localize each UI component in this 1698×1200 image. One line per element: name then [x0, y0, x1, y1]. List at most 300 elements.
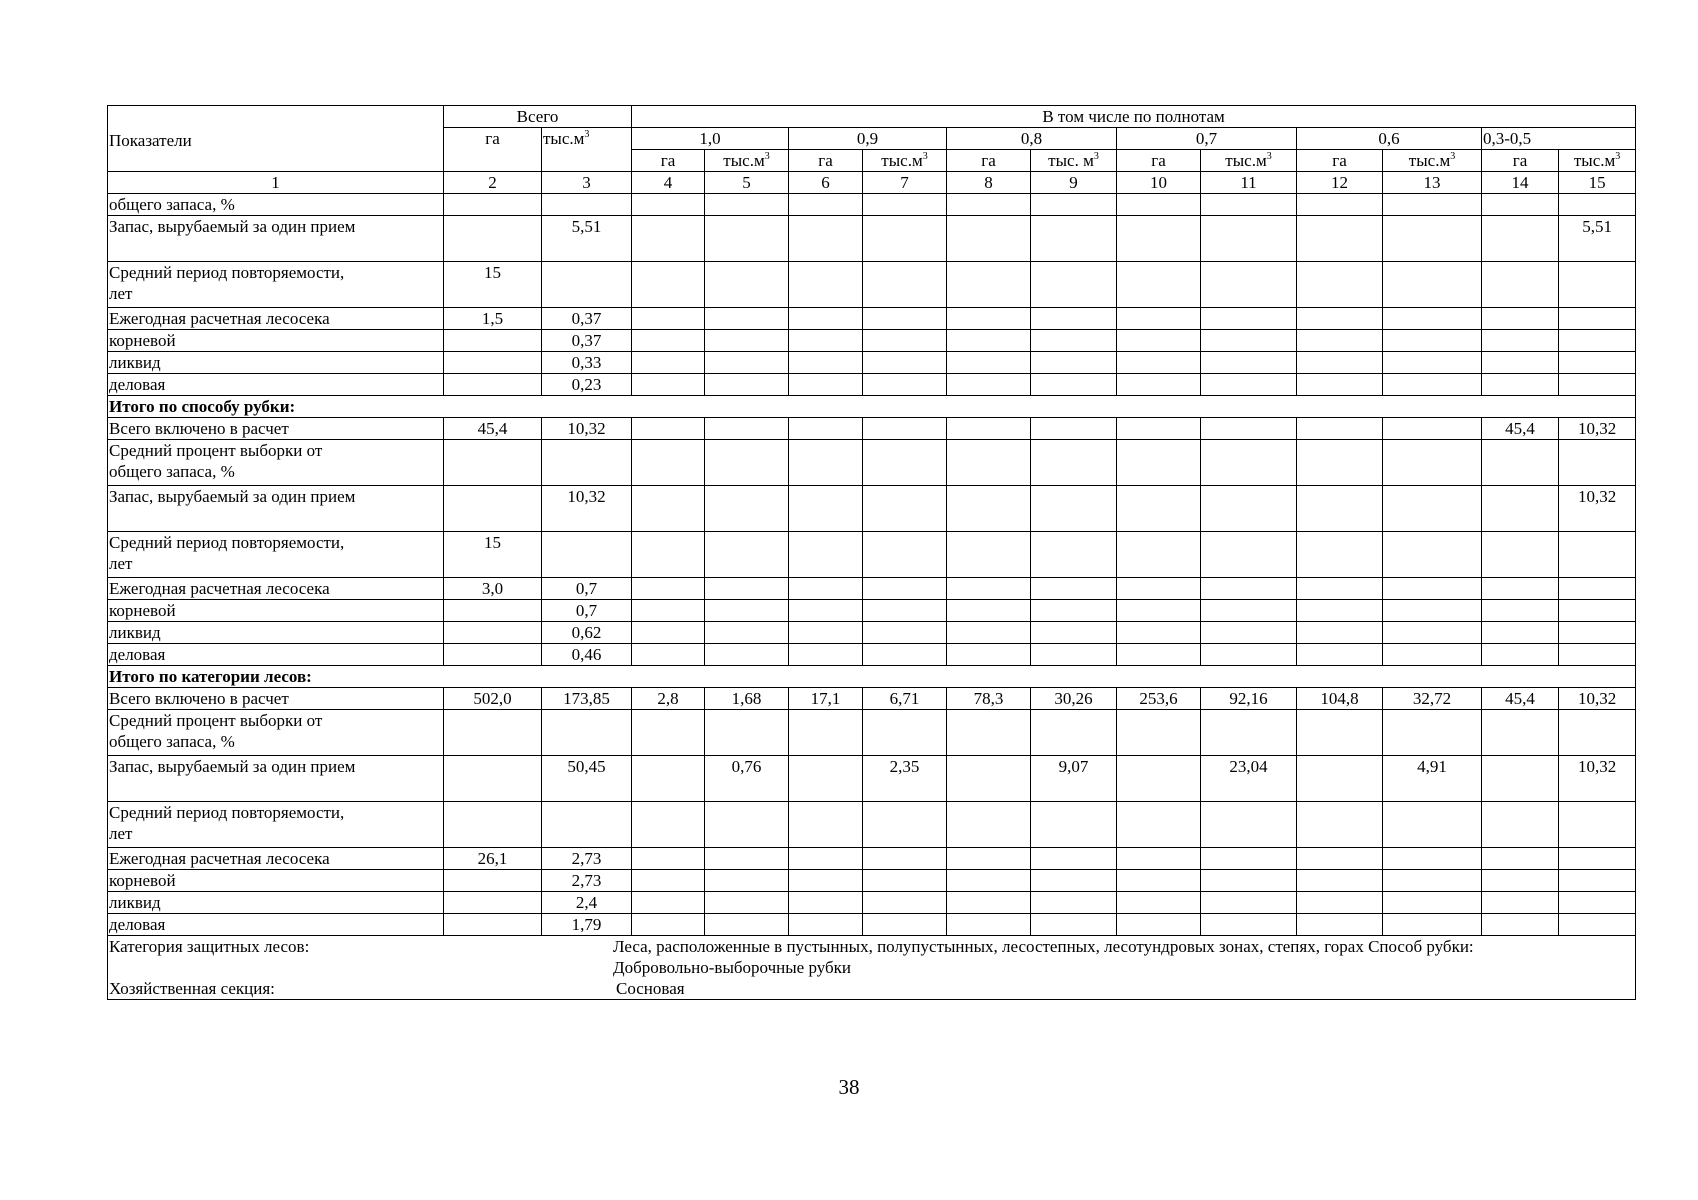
value-cell — [1201, 532, 1297, 578]
value-cell — [947, 308, 1031, 330]
value-cell — [1201, 262, 1297, 308]
column-number-cell: 15 — [1559, 172, 1636, 194]
value-cell: 23,04 — [1201, 756, 1297, 802]
value-cell — [1031, 486, 1117, 532]
value-cell — [1117, 440, 1201, 486]
value-cell — [1383, 870, 1482, 892]
value-cell — [444, 194, 542, 216]
value-cell — [789, 440, 863, 486]
value-cell — [1297, 870, 1383, 892]
value-cell — [1117, 194, 1201, 216]
value-cell — [1482, 330, 1559, 352]
value-cell — [632, 600, 705, 622]
header-including: В том числе по полнотам — [632, 106, 1636, 128]
value-cell — [444, 352, 542, 374]
row-label: общего запаса, % — [108, 194, 444, 216]
header-total-ga: га — [444, 128, 542, 172]
value-cell — [1297, 374, 1383, 396]
header-density-6: 0,3-0,5 — [1482, 128, 1636, 150]
value-cell — [632, 374, 705, 396]
value-cell — [1031, 914, 1117, 936]
value-cell — [1383, 622, 1482, 644]
value-cell — [863, 352, 947, 374]
value-cell — [632, 802, 705, 848]
value-cell — [789, 532, 863, 578]
table-row — [108, 440, 1636, 486]
row-label: корневой — [108, 330, 444, 352]
table-row — [108, 870, 1636, 892]
value-cell: 0,76 — [705, 756, 789, 802]
row-label: Средний процент выборки от общего запаса, % — [108, 710, 444, 756]
value-cell: 17,1 — [789, 688, 863, 710]
value-cell — [705, 330, 789, 352]
value-cell — [1297, 600, 1383, 622]
value-cell — [1201, 914, 1297, 936]
table-row — [108, 710, 1636, 756]
row-label: деловая — [108, 644, 444, 666]
value-cell — [1482, 308, 1559, 330]
value-cell — [1559, 352, 1636, 374]
value-cell — [1201, 194, 1297, 216]
value-cell — [1031, 600, 1117, 622]
value-cell — [1482, 440, 1559, 486]
row-label: Средний период повторяемости, лет — [108, 532, 444, 578]
value-cell — [1559, 622, 1636, 644]
value-cell — [1482, 914, 1559, 936]
value-cell — [444, 440, 542, 486]
value-cell — [1383, 194, 1482, 216]
value-cell — [1559, 440, 1636, 486]
value-cell — [947, 644, 1031, 666]
table-row — [108, 578, 1636, 600]
value-cell — [1201, 710, 1297, 756]
value-cell — [632, 308, 705, 330]
value-cell: 10,32 — [1559, 756, 1636, 802]
value-cell — [542, 802, 632, 848]
value-cell — [1031, 802, 1117, 848]
value-cell: 0,23 — [542, 374, 632, 396]
row-label: Средний период повторяемости, лет — [108, 262, 444, 308]
value-cell — [947, 802, 1031, 848]
header-density-3: 0,8 — [947, 128, 1117, 150]
value-cell — [789, 870, 863, 892]
header-total: Всего — [444, 106, 632, 128]
column-number-cell: 6 — [789, 172, 863, 194]
table-row — [108, 848, 1636, 870]
value-cell — [947, 914, 1031, 936]
value-cell — [705, 578, 789, 600]
value-cell — [1117, 532, 1201, 578]
value-cell — [1297, 486, 1383, 532]
value-cell — [632, 486, 705, 532]
row-label: Запас, вырубаемый за один прием — [108, 486, 444, 532]
value-cell: 45,4 — [1482, 688, 1559, 710]
value-cell — [444, 216, 542, 262]
value-cell — [789, 418, 863, 440]
value-cell — [1383, 440, 1482, 486]
value-cell — [789, 892, 863, 914]
value-cell — [1559, 914, 1636, 936]
value-cell: 0,62 — [542, 622, 632, 644]
value-cell — [1031, 440, 1117, 486]
value-cell — [1482, 644, 1559, 666]
column-number-cell: 11 — [1201, 172, 1297, 194]
value-cell — [863, 914, 947, 936]
value-cell — [1031, 216, 1117, 262]
value-cell: 104,8 — [1297, 688, 1383, 710]
value-cell — [705, 644, 789, 666]
column-number-cell: 1 — [108, 172, 444, 194]
value-cell — [1297, 262, 1383, 308]
value-cell: 2,4 — [542, 892, 632, 914]
value-cell — [1201, 802, 1297, 848]
value-cell — [789, 374, 863, 396]
value-cell — [1297, 194, 1383, 216]
header-unit-ga: га — [1117, 150, 1201, 172]
value-cell — [863, 262, 947, 308]
value-cell — [1383, 352, 1482, 374]
value-cell: 2,8 — [632, 688, 705, 710]
value-cell — [1482, 756, 1559, 802]
value-cell — [1201, 578, 1297, 600]
value-cell — [1482, 374, 1559, 396]
value-cell — [705, 600, 789, 622]
value-cell — [1559, 600, 1636, 622]
value-cell — [789, 308, 863, 330]
table-row — [108, 194, 1636, 216]
value-cell — [863, 532, 947, 578]
value-cell — [1117, 644, 1201, 666]
value-cell — [444, 802, 542, 848]
column-number-cell: 9 — [1031, 172, 1117, 194]
value-cell — [705, 262, 789, 308]
value-cell — [947, 710, 1031, 756]
value-cell — [947, 532, 1031, 578]
value-cell — [947, 870, 1031, 892]
value-cell — [632, 532, 705, 578]
value-cell: 0,33 — [542, 352, 632, 374]
value-cell — [632, 914, 705, 936]
value-cell — [1031, 308, 1117, 330]
row-label: корневой — [108, 600, 444, 622]
row-label: Ежегодная расчетная лесосека — [108, 848, 444, 870]
row-label: ликвид — [108, 892, 444, 914]
value-cell: 0,37 — [542, 308, 632, 330]
value-cell — [1383, 914, 1482, 936]
value-cell — [789, 330, 863, 352]
value-cell — [789, 486, 863, 532]
value-cell — [789, 352, 863, 374]
value-cell — [444, 892, 542, 914]
category-value-cont: Добровольно-выборочные рубки — [613, 958, 852, 977]
value-cell — [1031, 352, 1117, 374]
value-cell — [1482, 194, 1559, 216]
header-density-5: 0,6 — [1297, 128, 1482, 150]
table-row — [108, 914, 1636, 936]
table-row — [108, 644, 1636, 666]
value-cell — [632, 892, 705, 914]
value-cell — [863, 892, 947, 914]
value-cell — [1482, 870, 1559, 892]
value-cell: 1,68 — [705, 688, 789, 710]
table-row — [108, 418, 1636, 440]
value-cell: 5,51 — [542, 216, 632, 262]
value-cell — [789, 914, 863, 936]
value-cell — [705, 486, 789, 532]
value-cell: 1,79 — [542, 914, 632, 936]
header-total-ths: $тыс.м^3$ — [542, 128, 632, 172]
table-row — [108, 756, 1636, 802]
value-cell — [632, 352, 705, 374]
value-cell — [632, 216, 705, 262]
value-cell — [1297, 330, 1383, 352]
value-cell — [863, 802, 947, 848]
value-cell — [632, 578, 705, 600]
value-cell — [1383, 600, 1482, 622]
value-cell — [705, 532, 789, 578]
value-cell — [863, 308, 947, 330]
value-cell — [1383, 578, 1482, 600]
value-cell — [863, 710, 947, 756]
value-cell — [705, 914, 789, 936]
value-cell: 45,4 — [1482, 418, 1559, 440]
value-cell — [705, 848, 789, 870]
value-cell — [863, 194, 947, 216]
value-cell — [1297, 352, 1383, 374]
value-cell — [632, 756, 705, 802]
value-cell — [1559, 262, 1636, 308]
value-cell — [1031, 374, 1117, 396]
value-cell — [1201, 848, 1297, 870]
value-cell: 9,07 — [1031, 756, 1117, 802]
value-cell: 1,5 — [444, 308, 542, 330]
value-cell: 5,51 — [1559, 216, 1636, 262]
value-cell — [632, 710, 705, 756]
column-number-cell: 14 — [1482, 172, 1559, 194]
value-cell: 0,7 — [542, 600, 632, 622]
value-cell — [444, 644, 542, 666]
value-cell — [1031, 418, 1117, 440]
section-heading-row — [108, 666, 1636, 688]
value-cell — [1383, 848, 1482, 870]
table-row — [108, 600, 1636, 622]
header-unit-ths: $тыс.м^3$ — [1383, 150, 1482, 172]
row-label: Средний период повторяемости, лет — [108, 802, 444, 848]
header-unit-ths: $тыс.м^3$ — [1559, 150, 1636, 172]
value-cell — [1559, 330, 1636, 352]
value-cell — [1559, 374, 1636, 396]
value-cell — [947, 330, 1031, 352]
value-cell — [444, 600, 542, 622]
value-cell — [789, 710, 863, 756]
category-label: Категория защитных лесов: — [109, 937, 310, 956]
table-row — [108, 802, 1636, 848]
value-cell — [632, 870, 705, 892]
value-cell — [444, 374, 542, 396]
value-cell — [1117, 914, 1201, 936]
value-cell — [947, 374, 1031, 396]
value-cell — [947, 622, 1031, 644]
table-row — [108, 330, 1636, 352]
value-cell — [1383, 892, 1482, 914]
column-number-row — [108, 172, 1636, 194]
value-cell — [1482, 802, 1559, 848]
value-cell — [632, 644, 705, 666]
row-label: ликвид — [108, 622, 444, 644]
column-number-cell: 8 — [947, 172, 1031, 194]
value-cell — [947, 418, 1031, 440]
header-unit-ths: $тыс.м^3$ — [1201, 150, 1297, 172]
row-label: корневой — [108, 870, 444, 892]
value-cell — [1117, 578, 1201, 600]
value-cell: 15 — [444, 532, 542, 578]
value-cell — [947, 892, 1031, 914]
value-cell — [1383, 532, 1482, 578]
value-cell — [789, 578, 863, 600]
value-cell — [1297, 914, 1383, 936]
row-label: Всего включено в расчет — [108, 688, 444, 710]
row-label: деловая — [108, 914, 444, 936]
value-cell — [1031, 644, 1117, 666]
value-cell — [632, 848, 705, 870]
value-cell — [1117, 870, 1201, 892]
value-cell — [1383, 330, 1482, 352]
value-cell: 173,85 — [542, 688, 632, 710]
column-number-cell: 13 — [1383, 172, 1482, 194]
value-cell: 10,32 — [542, 418, 632, 440]
value-cell — [1117, 892, 1201, 914]
value-cell: 2,35 — [863, 756, 947, 802]
table-row — [108, 486, 1636, 532]
value-cell — [444, 914, 542, 936]
value-cell — [789, 644, 863, 666]
value-cell — [1559, 892, 1636, 914]
value-cell — [1559, 194, 1636, 216]
value-cell — [1117, 622, 1201, 644]
value-cell — [1117, 374, 1201, 396]
value-cell — [1482, 578, 1559, 600]
value-cell — [1117, 486, 1201, 532]
value-cell — [1383, 216, 1482, 262]
row-label: Ежегодная расчетная лесосека — [108, 308, 444, 330]
value-cell — [1559, 870, 1636, 892]
value-cell — [1031, 710, 1117, 756]
value-cell — [1201, 870, 1297, 892]
value-cell — [863, 600, 947, 622]
value-cell — [1201, 330, 1297, 352]
table-row — [108, 352, 1636, 374]
header-unit-ga: га — [1482, 150, 1559, 172]
value-cell — [947, 578, 1031, 600]
table-row — [108, 374, 1636, 396]
value-cell — [1559, 308, 1636, 330]
value-cell — [705, 892, 789, 914]
column-number-cell: 7 — [863, 172, 947, 194]
value-cell — [1383, 710, 1482, 756]
header-indicators: Показатели — [108, 106, 444, 172]
value-cell — [444, 756, 542, 802]
value-cell — [863, 848, 947, 870]
value-cell: 2,73 — [542, 848, 632, 870]
value-cell — [863, 330, 947, 352]
value-cell — [947, 262, 1031, 308]
table-row — [108, 216, 1636, 262]
value-cell — [705, 194, 789, 216]
value-cell — [863, 418, 947, 440]
value-cell: 0,37 — [542, 330, 632, 352]
value-cell — [1482, 848, 1559, 870]
value-cell — [705, 802, 789, 848]
row-label: ликвид — [108, 352, 444, 374]
value-cell — [947, 194, 1031, 216]
value-cell — [1482, 486, 1559, 532]
value-cell — [947, 600, 1031, 622]
value-cell — [444, 622, 542, 644]
value-cell — [1201, 216, 1297, 262]
value-cell: 6,71 — [863, 688, 947, 710]
table-row — [108, 688, 1636, 710]
value-cell — [1482, 532, 1559, 578]
value-cell — [1383, 802, 1482, 848]
value-cell — [1482, 600, 1559, 622]
value-cell — [1031, 848, 1117, 870]
header-unit-ths: $тыс.м^3$ — [863, 150, 947, 172]
value-cell — [542, 532, 632, 578]
value-cell — [1031, 870, 1117, 892]
value-cell — [1482, 262, 1559, 308]
value-cell — [1482, 352, 1559, 374]
value-cell — [632, 194, 705, 216]
value-cell — [1559, 802, 1636, 848]
section-heading: Итого по способу рубки: — [108, 396, 1636, 418]
value-cell — [1482, 710, 1559, 756]
value-cell — [1201, 374, 1297, 396]
value-cell: 10,32 — [1559, 418, 1636, 440]
value-cell: 10,32 — [1559, 688, 1636, 710]
value-cell — [1031, 578, 1117, 600]
value-cell — [1297, 216, 1383, 262]
value-cell — [863, 440, 947, 486]
value-cell: 10,32 — [542, 486, 632, 532]
value-cell — [863, 870, 947, 892]
value-cell — [542, 262, 632, 308]
value-cell — [947, 486, 1031, 532]
value-cell — [632, 330, 705, 352]
value-cell — [1201, 644, 1297, 666]
value-cell — [632, 418, 705, 440]
value-cell — [947, 848, 1031, 870]
value-cell — [1031, 194, 1117, 216]
value-cell — [444, 870, 542, 892]
value-cell — [789, 622, 863, 644]
page-number: 38 — [838, 1075, 860, 1099]
value-cell — [1383, 262, 1482, 308]
value-cell: 32,72 — [1383, 688, 1482, 710]
value-cell — [789, 802, 863, 848]
value-cell: 92,16 — [1201, 688, 1297, 710]
table-row — [108, 308, 1636, 330]
value-cell: 502,0 — [444, 688, 542, 710]
value-cell — [632, 440, 705, 486]
value-cell: 78,3 — [947, 688, 1031, 710]
value-cell — [1482, 622, 1559, 644]
value-cell — [705, 440, 789, 486]
value-cell — [1559, 710, 1636, 756]
value-cell — [1201, 622, 1297, 644]
header-unit-ths: тыс. $м^3$ — [1031, 150, 1117, 172]
value-cell — [1031, 262, 1117, 308]
header-unit-ga: га — [1297, 150, 1383, 172]
